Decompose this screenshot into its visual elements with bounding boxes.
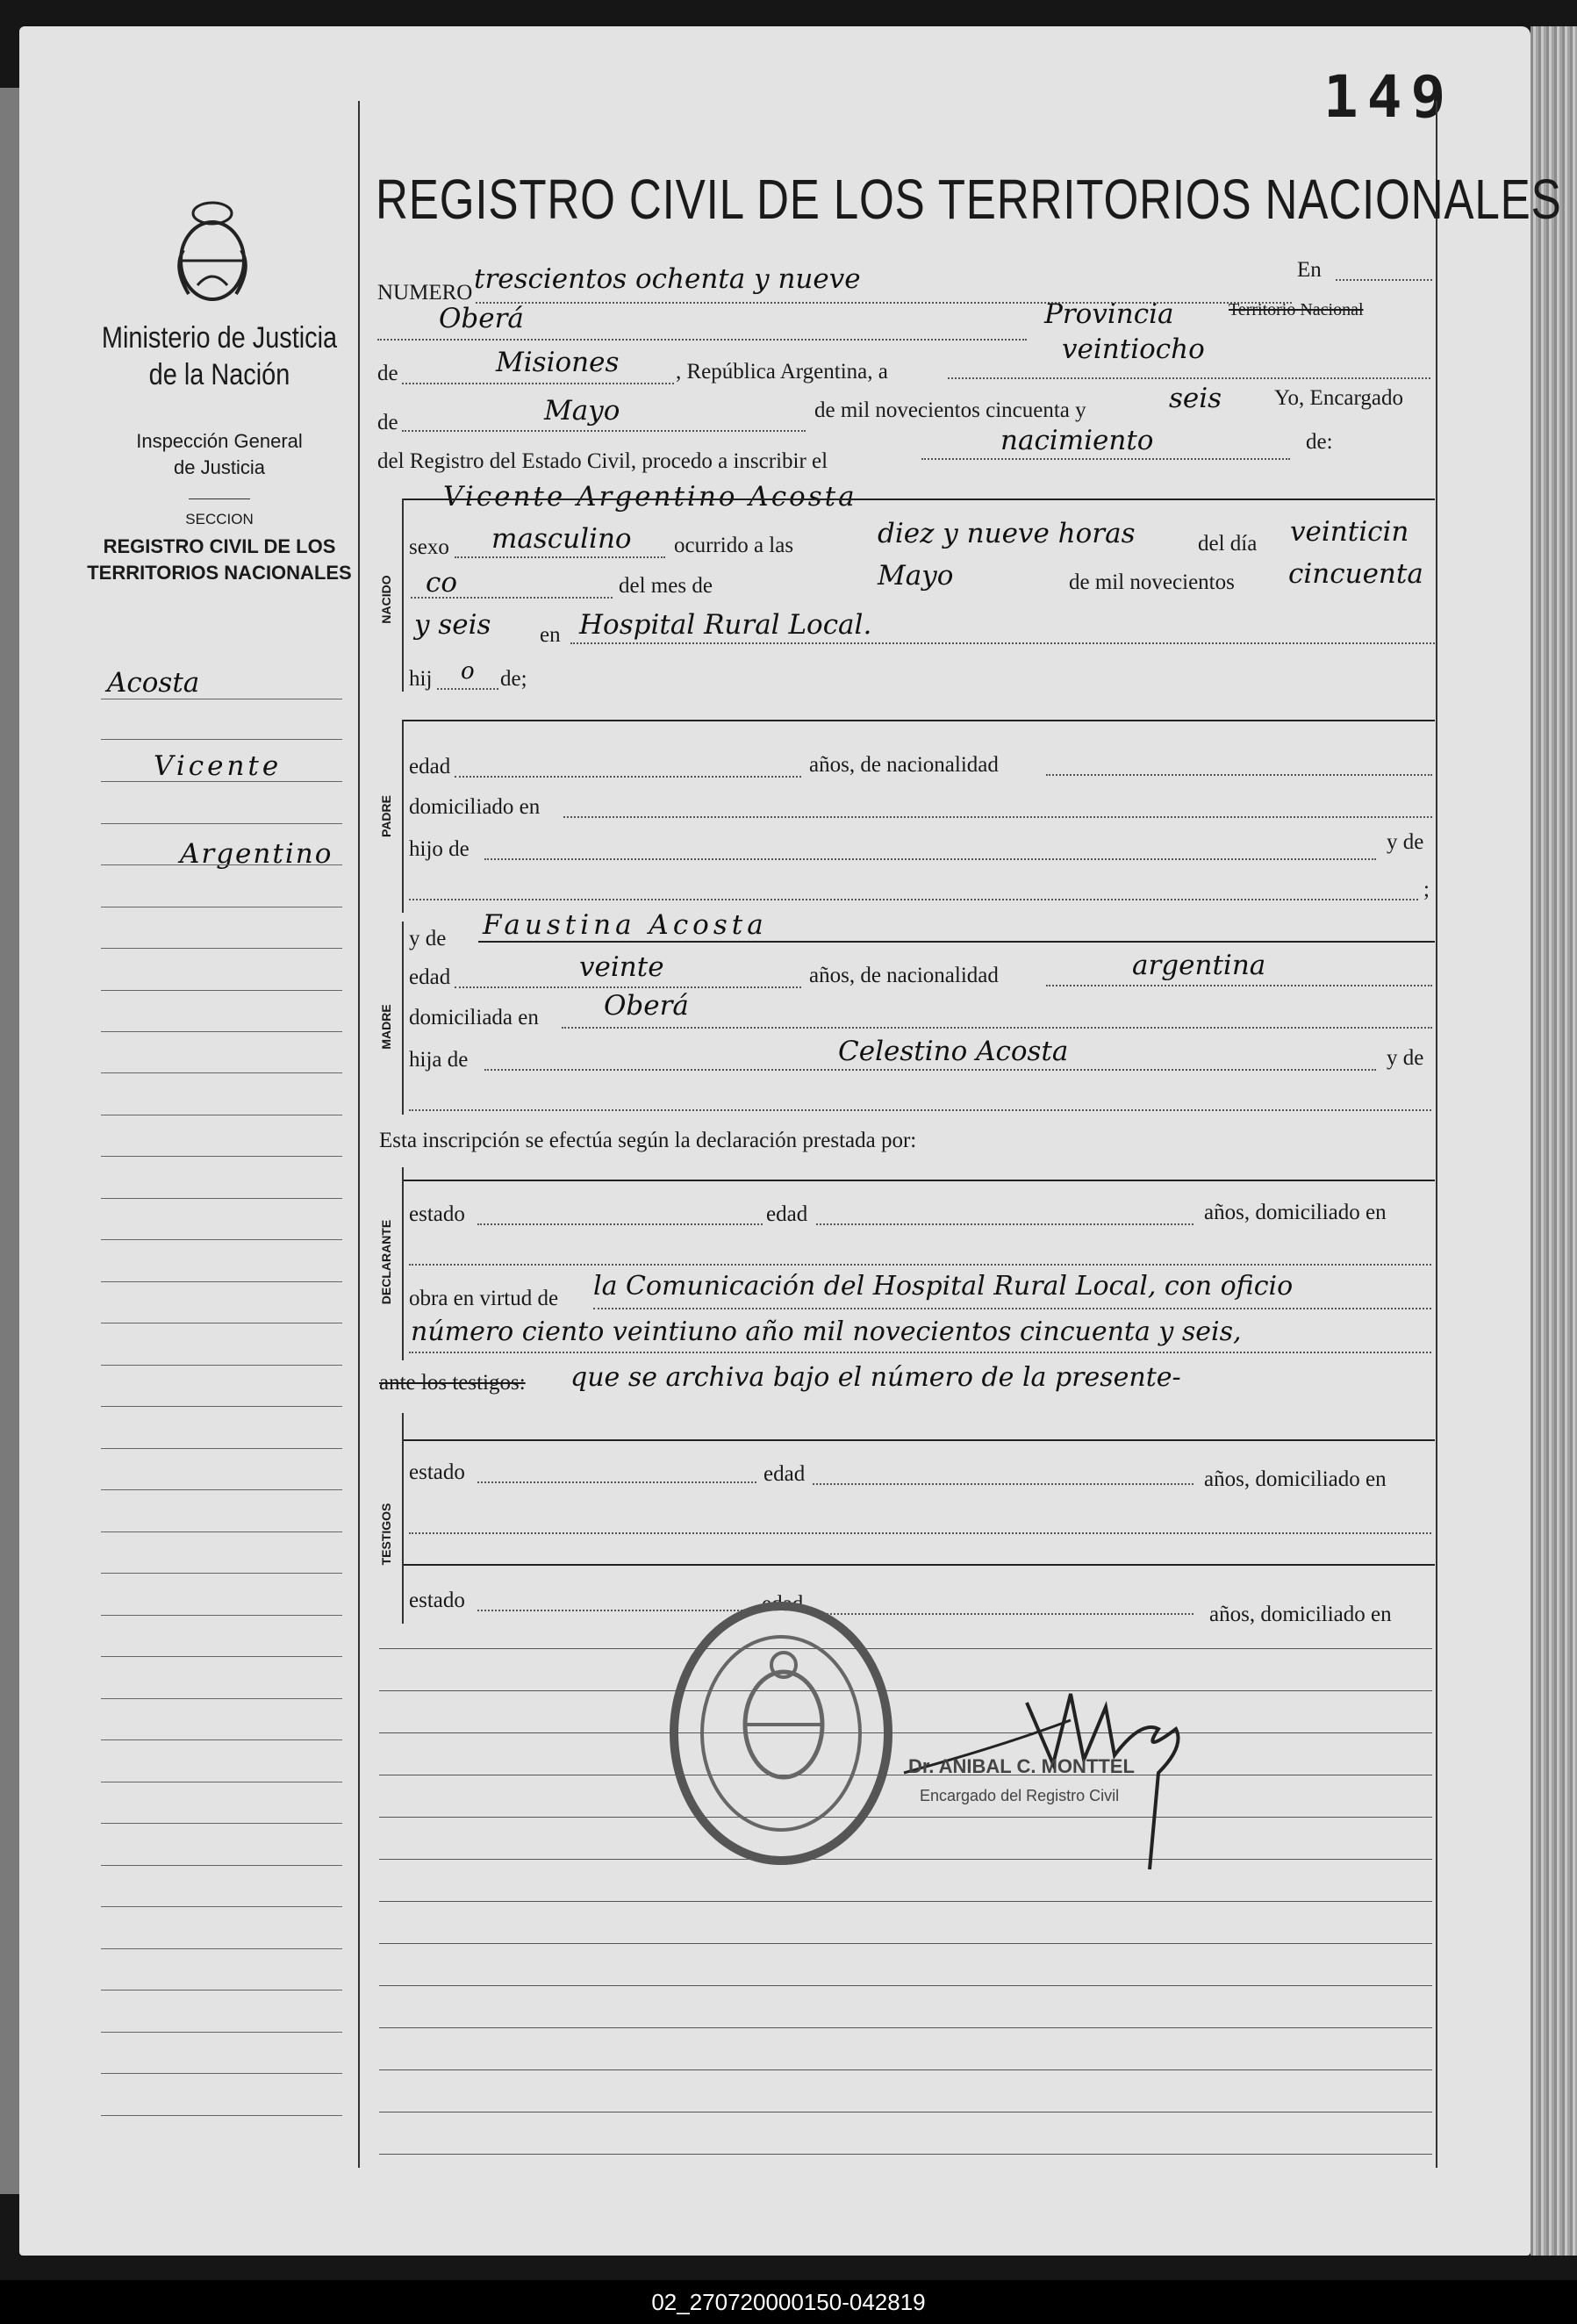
madre-nacionalidad-value: argentina: [1132, 950, 1266, 981]
de-label-1: de: [377, 362, 398, 385]
ministry-line2: de la Nación: [148, 358, 290, 391]
declaracion-label: Esta inscripción se efectúa según la declaración prestada por:: [379, 1129, 917, 1152]
provincia-handwritten: Provincia: [1044, 298, 1174, 330]
obra-line1: [593, 1308, 1431, 1309]
obra-label: obra en virtud de: [409, 1287, 559, 1310]
acto-line: [921, 458, 1290, 460]
madre-anos-label: años, de nacionalidad: [809, 964, 999, 987]
signature-name: Dr. ANIBAL C. MONTTEL: [908, 1755, 1135, 1777]
declarante-estado-line: [477, 1223, 763, 1225]
dia-nac-2-line: [411, 597, 613, 599]
acto-value: nacimiento: [1000, 425, 1154, 456]
declarante-edad-line: [816, 1223, 1194, 1225]
mes-nac-value: Mayo: [878, 560, 954, 592]
testigos-bracket: [402, 1413, 404, 1624]
hijo-de-label: de;: [500, 667, 527, 691]
nacido-top-rule: [404, 499, 1435, 500]
inspection-line1: Inspección General: [136, 430, 303, 452]
madre-padre-value: Celestino Acosta: [838, 1036, 1069, 1067]
ocurrido-label: ocurrido a las: [674, 534, 794, 557]
right-page-border: [1436, 101, 1437, 2168]
obra-line2: [409, 1352, 1431, 1353]
nombre-value: Vicente Argentino Acosta: [443, 481, 857, 513]
ministry-line1: Ministerio de Justicia: [101, 321, 338, 355]
madre-nombre-value: Faustina Acosta: [483, 909, 768, 941]
provincia-value: Misiones: [496, 347, 620, 378]
binding-left-edge: [0, 88, 19, 2194]
official-seal-stamp: [663, 1593, 900, 1874]
margin-divider: [358, 101, 360, 2168]
de-mil-nov-label: de mil novecientos: [1069, 570, 1235, 594]
madre-domicilio-value: Oberá: [604, 990, 689, 1022]
testigo1-estado-label: estado: [409, 1460, 465, 1484]
padre-nac-line: [1046, 774, 1432, 776]
madre-side-label: MADRE: [379, 1004, 393, 1050]
margin-secondname: Argentino: [180, 838, 333, 870]
padre-domicilio-label: domiciliado en: [409, 795, 541, 819]
hijo-letter-value: o: [461, 658, 475, 685]
ante-testigos-label: ante los testigos:: [379, 1371, 526, 1395]
margin-surname: Acosta: [107, 667, 200, 699]
en-line: [1336, 279, 1432, 281]
madre-nac-line: [1046, 985, 1432, 986]
obra-line1-value: la Comunicación del Hospital Rural Local, con oficio: [593, 1271, 1294, 1302]
localidad-value: Oberá: [439, 303, 524, 334]
testigos-side-label: TESTIGOS: [379, 1503, 393, 1566]
en-label: En: [1297, 258, 1322, 282]
dia-inscripcion-line: [948, 377, 1430, 379]
sexo-value: masculino: [491, 523, 632, 555]
register-title: REGISTRO CIVIL DE LOS TERRITORIOS NACIONALES: [376, 168, 1562, 231]
argentine-coat-of-arms-icon: [171, 197, 254, 307]
padre-hijo-de-line: [484, 858, 1376, 860]
padre-anos-label: años, de nacionalidad: [809, 753, 999, 777]
padre-domicilio-line: [563, 816, 1432, 818]
del-mes-label: del mes de: [619, 574, 713, 598]
yo-encargado-label: Yo, Encargado: [1274, 386, 1403, 410]
de-colon-label: de:: [1306, 430, 1333, 454]
declarante-top-rule: [404, 1180, 1435, 1181]
nacido-bracket: [402, 499, 404, 692]
dia-nac-2-value: co: [426, 567, 458, 599]
padre-top-rule: [404, 720, 1435, 721]
madre-hija-de-line: [484, 1069, 1376, 1071]
section-name: [83, 534, 355, 586]
section-line2: TERRITORIOS NACIONALES: [87, 562, 352, 584]
declarante-estado-label: estado: [409, 1202, 465, 1226]
de-mil-label: de mil novecientos cincuenta y: [814, 398, 1086, 422]
madre-hija-de-label: hija de: [409, 1048, 469, 1072]
padre-edad-line: [455, 776, 801, 778]
madre-bracket: [402, 922, 404, 1115]
image-id: 02_270720000150-042819: [651, 2289, 926, 2315]
madre-domicilio-label: domiciliada en: [409, 1006, 539, 1029]
localidad-line: [377, 339, 1027, 341]
padre-y-de-line: [409, 899, 1418, 900]
testigo1-edad-label: edad: [763, 1462, 806, 1486]
declarante-anos-label: años, domiciliado en: [1204, 1201, 1387, 1224]
anio-inscripcion-value: seis: [1169, 383, 1222, 414]
margin-firstname: Vicente: [154, 750, 283, 782]
declarante-bracket: [402, 1167, 404, 1360]
nacido-side-label: NACIDO: [379, 575, 393, 624]
de-label-2: de: [377, 411, 398, 434]
mes-inscripcion-line: [402, 430, 806, 432]
testigo1-estado-line: [477, 1481, 756, 1483]
provincia-line: [402, 383, 674, 384]
anio-nac-2-value: y seis: [414, 609, 491, 641]
madre-edad-label: edad: [409, 965, 451, 989]
madre-edad-line: [455, 986, 801, 988]
testigo1-anos-label: años, domiciliado en: [1204, 1467, 1387, 1491]
anio-nac-1-value: cincuenta: [1288, 558, 1423, 590]
declarante-edad-label: edad: [766, 1202, 808, 1226]
padre-bracket: [402, 720, 404, 913]
testigo2-rule: [404, 1564, 1435, 1566]
lugar-nac-value: Hospital Rural Local.: [579, 609, 872, 641]
signature-role: Encargado del Registro Civil: [920, 1787, 1120, 1804]
madre-y-de-line: [409, 1109, 1431, 1111]
inspection-line2: de Justicia: [174, 456, 265, 478]
testigos-top-rule: [404, 1439, 1435, 1441]
madre-edad-value: veinte: [579, 951, 664, 983]
section-line1: REGISTRO CIVIL DE LOS: [103, 535, 336, 557]
obra-line3-value: que se archiva bajo el número de la presente-: [570, 1362, 1181, 1393]
del-dia-label: del día: [1198, 532, 1258, 556]
testigo1-domic-line: [409, 1532, 1431, 1534]
sexo-label: sexo: [409, 535, 449, 559]
image-id-bar: [0, 2280, 1577, 2324]
declarante-side-label: DECLARANTE: [379, 1219, 393, 1305]
mes-inscripcion-value: Mayo: [544, 395, 620, 427]
testigo2-estado-label: estado: [409, 1589, 465, 1612]
padre-semicolon: ;: [1423, 878, 1430, 901]
republica-label: , República Argentina, a: [676, 360, 888, 384]
sexo-line: [455, 556, 665, 558]
hora-value: diez y nueve horas: [878, 518, 1136, 549]
section-label: SECCION: [185, 511, 254, 527]
hijo-line: [437, 688, 498, 690]
padre-y-de-label: y de: [1387, 830, 1424, 854]
numero-value: trescientos ochenta y nueve: [474, 263, 861, 295]
testigo1-edad-line: [813, 1483, 1194, 1485]
padre-hijo-de-label: hijo de: [409, 837, 470, 861]
padre-side-label: PADRE: [379, 795, 393, 837]
madre-top-rule: [478, 941, 1435, 943]
dia-nac-1-value: veinticin: [1290, 516, 1409, 548]
dia-inscripcion-value: veintiocho: [1062, 334, 1205, 365]
del-registro-label: del Registro del Estado Civil, procedo a inscribir el: [377, 449, 828, 473]
book-page-edges: [1530, 26, 1577, 2256]
madre-y-de-label: y de: [409, 927, 447, 950]
testigo2-edad-label: edad: [762, 1592, 804, 1616]
en-lugar-label: en: [540, 623, 561, 647]
madre-y-de-label-2: y de: [1387, 1046, 1424, 1070]
obra-line2-value: número ciento veintiuno año mil novecientos cincuenta y seis,: [411, 1316, 1242, 1347]
ministry-name: [100, 319, 339, 393]
territorio-nacional-struck: Territorio Nacional: [1229, 300, 1364, 319]
hijo-label: hij: [409, 667, 433, 691]
page-number: 149: [1323, 63, 1455, 131]
testigo2-anos-label: años, domiciliado en: [1209, 1603, 1392, 1626]
numero-label: NUMERO: [377, 281, 473, 305]
inspection-name: [88, 428, 351, 481]
madre-domicilio-line: [562, 1027, 1432, 1029]
padre-edad-label: edad: [409, 755, 451, 778]
declarante-domic-line: [409, 1264, 1431, 1266]
lugar-nac-line: [570, 642, 1435, 644]
